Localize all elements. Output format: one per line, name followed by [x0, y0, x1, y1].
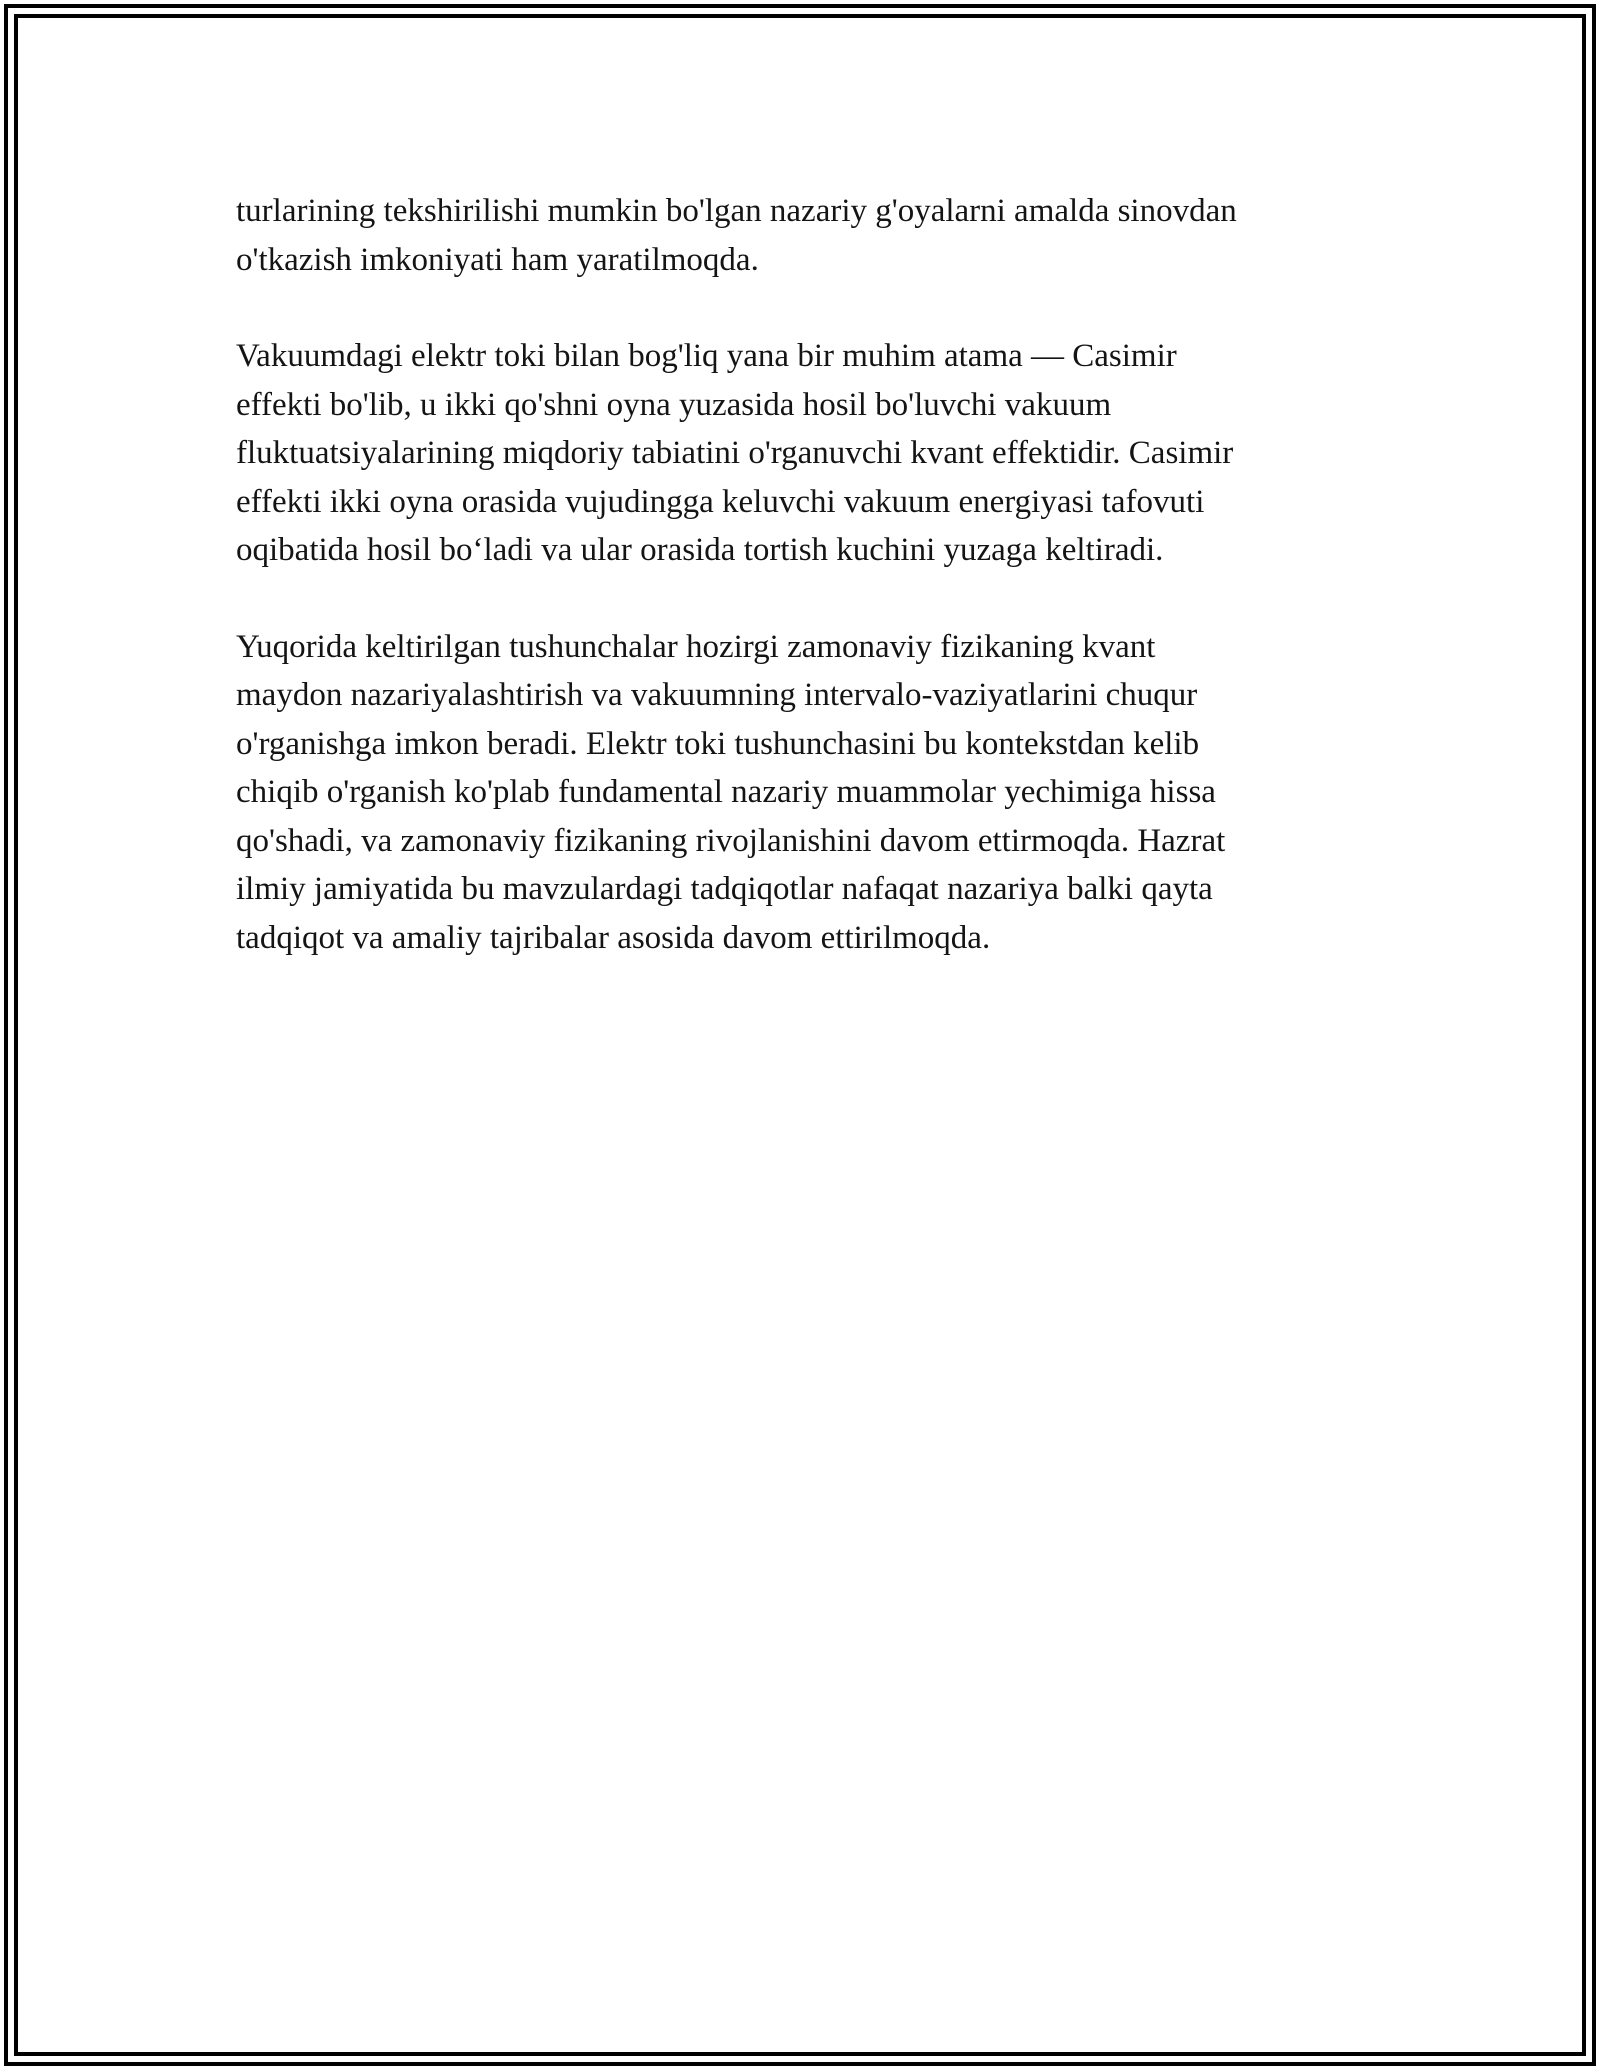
text-line: fluktuatsiyalarining miqdoriy tabiatini o'rganuvchi kvant effektidir. Casimir [236, 435, 1234, 471]
text-line: Yuqorida keltirilgan tushunchalar hozirgi zamonaviy fizikaning kvant [236, 628, 1156, 665]
paragraph-2 [236, 332, 1360, 575]
text-line: tadqiqot va amaliy tajribalar asosida davom ettirilmoqda. [236, 919, 991, 956]
paragraph-1 [236, 187, 1360, 284]
text-line: effekti bo'lib, u ikki qo'shni oyna yuzasida hosil bo'luvchi vakuum [236, 386, 1112, 423]
paragraph-3 [236, 623, 1360, 963]
document-body [236, 187, 1360, 1010]
text-line: Vakuumdagi elektr toki bilan bog'liq yana bir muhim atama — Casimir [236, 338, 1177, 374]
text-line: qo'shadi, va zamonaviy fizikaning rivojlanishini davom ettirmoqda. Hazrat [236, 822, 1226, 859]
text-line: chiqib o'rganish ko'plab fundamental nazariy muammolar yechimiga hissa [236, 774, 1216, 810]
text-line: o'rganishga imkon beradi. Elektr toki tushunchasini bu kontekstdan kelib [236, 725, 1200, 762]
text-line: o'tkazish imkoniyati ham yaratilmoqda. [236, 241, 759, 278]
text-line: maydon nazariyalashtirish va vakuumning intervalo-vaziyatlarini chuqur [236, 677, 1198, 713]
text-line: turlarining tekshirilishi mumkin bo'lgan nazariy g'oyalarni amalda sinovdan [236, 193, 1237, 229]
text-line: oqibatida hosil bo‘ladi va ular orasida tortish kuchini yuzaga keltiradi. [236, 532, 1164, 568]
text-line: effekti ikki oyna orasida vujudingga keluvchi vakuum energiyasi tafovuti [236, 483, 1205, 520]
text-line: ilmiy jamiyatida bu mavzulardagi tadqiqotlar nafaqat nazariya balki qayta [236, 871, 1213, 907]
